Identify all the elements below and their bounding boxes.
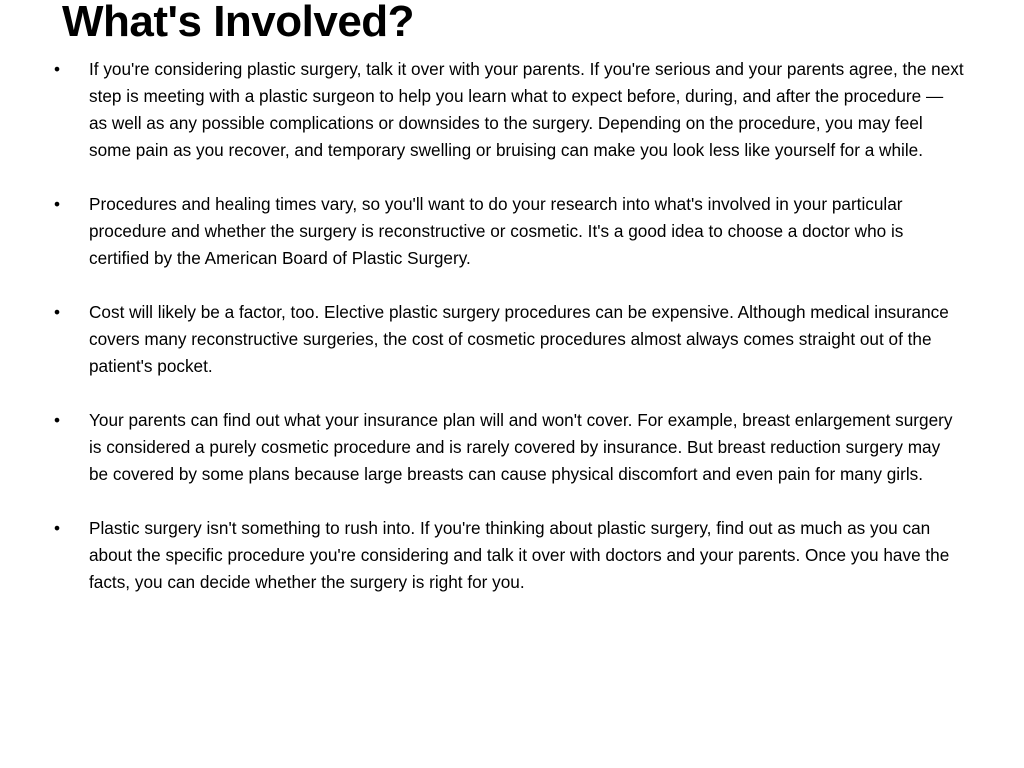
bullet-marker: • [53, 194, 61, 214]
bullet-text: Plastic surgery isn't something to rush into. If you're thinking about plastic surgery, find out as much as you can about the specific procedure you're considering and talk it over with doctors and your parents. Once you have the facts, you can decide whether the surgery is right for you. [89, 518, 950, 592]
bullet-marker: • [53, 59, 61, 79]
bullet-text: Procedures and healing times vary, so you'll want to do your research into what's involved in your particular procedure and whether the surgery is reconstructive or cosmetic. It's a good idea to choose a doctor who is certified by the American Board of Plastic Surgery. [89, 194, 904, 268]
slide-title: What's Involved? [62, 0, 415, 46]
bullet-text: Cost will likely be a factor, too. Elective plastic surgery procedures can be expensive. Although medical insurance covers many reconstructive surgeries, the cost of cosmetic procedures almost always comes straight out of the patient's pocket. [89, 302, 949, 376]
bullet-marker: • [53, 410, 61, 430]
bullet-item [0, 515, 1024, 596]
bullet-item [0, 56, 1024, 164]
bullet-marker: • [53, 518, 61, 538]
bullet-item [0, 191, 1024, 272]
bullet-marker: • [53, 302, 61, 322]
bullet-text: If you're considering plastic surgery, talk it over with your parents. If you're serious and your parents agree, the next step is meeting with a plastic surgeon to help you learn what to expect before, during, and after the procedure — as well as any possible complications or downsides to the surgery. Depending on the procedure, you may feel some pain as you recover, and temporary swelling or bruising can make you look less like yourself for a while. [89, 59, 964, 160]
bullet-text: Your parents can find out what your insurance plan will and won't cover. For example, breast enlargement surgery is considered a purely cosmetic procedure and is rarely covered by insurance. But breast reduction surgery may be covered by some plans because large breasts can cause physical discomfort and even pain for many girls. [89, 410, 953, 484]
bullet-item [0, 299, 1024, 380]
bullet-item [0, 407, 1024, 488]
bullet-list [0, 56, 1024, 623]
